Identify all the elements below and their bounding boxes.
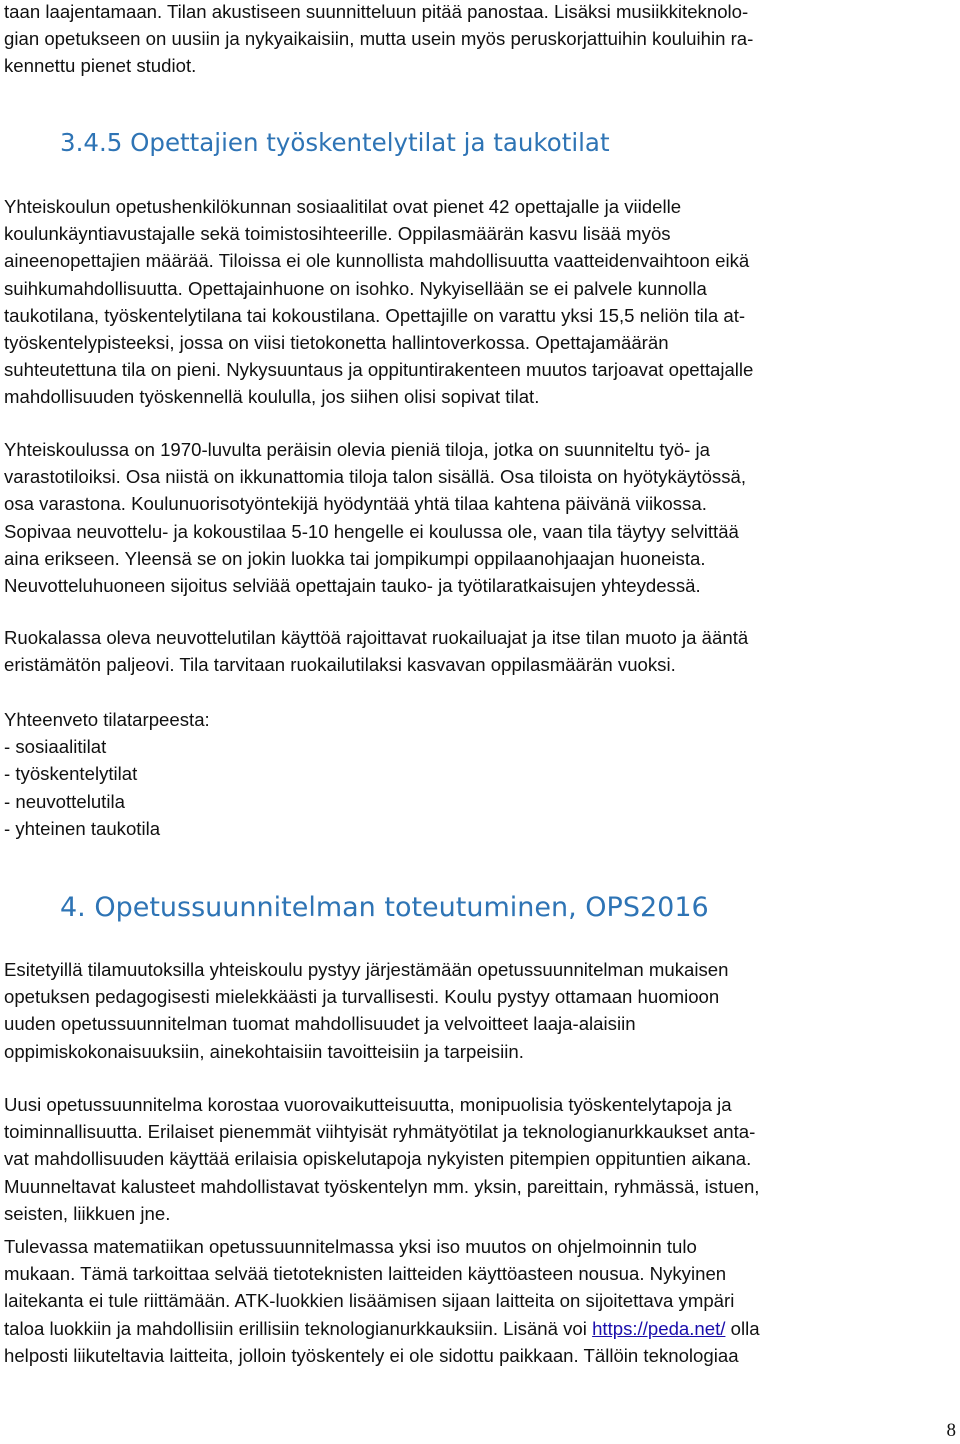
- peda-net-link[interactable]: https://peda.net/: [592, 1317, 726, 1339]
- text-line: kennettu pienet studiot.: [4, 55, 197, 77]
- text-line: osa varastona. Koulunuorisotyöntekijä hyödyntää yhtä tilaa kahtena päivänä viikossa.: [4, 493, 707, 515]
- text-line: koulunkäyntiavustajalle sekä toimistosihteerille. Oppilasmäärän kasvu lisää myös: [4, 223, 671, 245]
- text-line: mahdollisuuden työskennellä koululla, jos siihen olisi sopivat tilat.: [4, 386, 540, 408]
- list-item: - yhteinen taukotila: [4, 817, 161, 839]
- text-line: aineenopettajien määrää. Tiloissa ei ole kunnollista mahdollisuutta vaatteidenvaihtoon eikä: [4, 250, 750, 272]
- text-line: seisten, liikkuen jne.: [4, 1202, 171, 1224]
- text-line: Ruokalassa oleva neuvottelutilan käyttöä rajoittavat ruokailuajat ja itse tilan muoto ja ääntä: [4, 627, 749, 648]
- text-line: opetuksen pedagogisesti mielekkäästi ja turvallisesti. Koulu pystyy ottamaan huomioon: [4, 986, 720, 1008]
- text-line: Yhteiskoulussa on 1970-luvulta peräisin olevia pieniä tiloja, jotka on suunniteltu työ- ja: [4, 439, 710, 460]
- paragraph-ops-arrangements: [4, 956, 728, 1065]
- intro-paragraph: [4, 0, 753, 80]
- text-line: toiminnallisuutta. Erilaiset pienemmät viihtyisät ryhmätyötilat ja teknologianurkkaukset anta-: [4, 1121, 756, 1143]
- page-number: 8: [946, 1420, 956, 1441]
- text-line: uuden opetussuunnitelman tuomat mahdollisuudet ja velvoitteet laaja-alaisiin: [4, 1013, 636, 1035]
- section-heading-4: 4. Opetussuunnitelman toteutuminen, OPS2016: [60, 892, 709, 923]
- text-line: Yhteiskoulun opetushenkilökunnan sosiaalitilat ovat pienet 42 opettajalle ja viidelle: [4, 196, 682, 217]
- text-line: laitekanta ei tule riittämään. ATK-luokkien lisäämisen sijaan laitteita on sijoitettava ympäri: [4, 1290, 735, 1312]
- text-line: Muunneltavat kalusteet mahdollistavat työskentelyn mm. yksin, pareittain, ryhmässä, istuen,: [4, 1175, 760, 1197]
- text-line: aina erikseen. Yleensä se on jokin luokka tai jompikumpi oppilaanohjaajan huoneista.: [4, 547, 706, 569]
- paragraph-staff-rooms: [4, 193, 753, 411]
- text-line: suhteutettuna tila on pieni. Nykysuuntaus ja oppituntirakenteen muutos tarjoavat opettajalle: [4, 359, 754, 381]
- text-line: Neuvotteluhuoneen sijoitus selviää opettajain tauko- ja työtilaratkaisujen yhteydessä.: [4, 575, 701, 597]
- paragraph-new-curriculum: [4, 1091, 759, 1227]
- section-heading-3-4-5: 3.4.5 Opettajien työskentelytilat ja taukotilat: [60, 128, 610, 157]
- text-line: helposti liikuteltavia laitteita, jolloin työskentely ei ole sidottu paikkaan. Tällöin teknologiaa: [4, 1344, 739, 1366]
- text-line: Uusi opetussuunnitelma korostaa vuorovaikutteisuutta, monipuolisia työskentelytapoja ja: [4, 1094, 732, 1115]
- text-line: taan laajentamaan. Tilan akustiseen suunnitteluun pitää panostaa. Lisäksi musiikkiteknolo-: [4, 1, 749, 22]
- text-line: varastotiloiksi. Osa niistä on ikkunattomia tiloja talon sisällä. Osa tiloista on hyötykäytössä,: [4, 466, 747, 488]
- text-segment: olla: [725, 1317, 760, 1339]
- text-line: työskentelypisteeksi, jossa on viisi tietokonetta hallintoverkossa. Opettajamäärän: [4, 332, 669, 354]
- list-item: - sosiaalitilat: [4, 736, 107, 758]
- paragraph-small-rooms: [4, 436, 746, 599]
- paragraph-cafeteria: [4, 624, 748, 678]
- text-line: oppimiskokonaisuuksiin, ainekohtaisiin tavoitteisiin ja tarpeisiin.: [4, 1040, 524, 1062]
- text-line-with-link: [4, 1315, 760, 1342]
- text-line: Tulevassa matematiikan opetussuunnitelmassa yksi iso muutos on ohjelmoinnin tulo: [4, 1236, 697, 1257]
- list-item: - neuvottelutila: [4, 790, 125, 812]
- text-line: Sopivaa neuvottelu- ja kokoustilaa 5-10 hengelle ei koulussa ole, vaan tila täytyy selvittää: [4, 520, 739, 542]
- text-line: suihkumahdollisuutta. Opettajainhuone on isohko. Nykyisellään se ei palvele kunnolla: [4, 277, 707, 299]
- text-line: gian opetukseen on uusiin ja nykyaikaisiin, mutta usein myös peruskorjattuihin kouluihin ra-: [4, 28, 754, 50]
- text-line: mukaan. Tämä tarkoittaa selvää tietoteknisten laitteiden käyttöasteen nousua. Nykyinen: [4, 1263, 727, 1285]
- text-line: taukotilana, työskentelytilana tai kokoustilana. Opettajille on varattu yksi 15,5 neliön tila at-: [4, 304, 746, 326]
- text-segment: taloa luokkiin ja mahdollisiin erillisiin teknologianurkkauksiin. Lisänä voi: [4, 1317, 593, 1339]
- text-line: vat mahdollisuuden käyttää erilaisia opiskelutapoja nykyisten pitempien oppituntien aikana.: [4, 1148, 752, 1170]
- paragraph-math-programming: [4, 1233, 760, 1369]
- text-line: eristämätön paljeovi. Tila tarvitaan ruokailutilaksi kasvavan oppilasmäärän vuoksi.: [4, 654, 676, 676]
- text-line: Esitetyillä tilamuutoksilla yhteiskoulu pystyy järjestämään opetussuunnitelman mukaisen: [4, 959, 729, 980]
- summary-list: [4, 706, 210, 842]
- list-item: - työskentelytilat: [4, 763, 138, 785]
- summary-title: Yhteenveto tilatarpeesta:: [4, 709, 210, 730]
